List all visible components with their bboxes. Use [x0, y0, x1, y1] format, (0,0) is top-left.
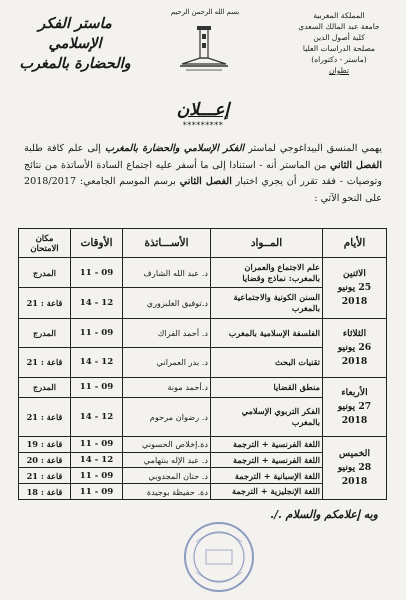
day-cell — [323, 318, 387, 377]
location-cell: المدرج — [19, 318, 71, 348]
program-line: ماستر الفكر الإسلامي — [38, 15, 112, 52]
professor-cell: د. بدر العمراني — [123, 348, 211, 378]
professor-cell: د. أحمد الفراك — [123, 318, 211, 348]
location-cell: قاعة : 19 — [19, 436, 71, 452]
header-line: المملكة المغربية — [313, 11, 365, 20]
header-professors: الأســـاتذة — [123, 229, 211, 258]
subject-cell: اللغة الفرنسية + الترجمة — [211, 452, 323, 468]
intro-text: من الماستر أنه - استنادا إلى ما أسفر عليه اجتماع السادة الأساتذة من نتائج وتوصيات - فقد تقرر أن يجري اختبار — [24, 159, 382, 188]
day-name: الاثنين — [343, 267, 366, 279]
professor-cell: د. رضوان مرحوم — [123, 397, 211, 436]
time-cell: 09 - 11 — [71, 318, 123, 348]
subject-cell: اللغة الإنجليزية + الترجمة — [211, 484, 323, 500]
day-cell — [323, 377, 387, 436]
subject-cell: علم الاجتماع والعمران بالمغرب: نماذج وقضايا — [211, 258, 323, 288]
official-round-stamp — [182, 520, 256, 594]
table-row — [19, 436, 387, 452]
day-cell — [323, 258, 387, 319]
title-divider: ********* — [182, 121, 224, 130]
header-line: كلية أصول الدين — [313, 33, 365, 42]
time-cell: 12 - 14 — [71, 348, 123, 378]
subject-cell: الفكر التربوي الإسلامي بالمغرب — [211, 397, 323, 436]
intro-text: يهمي المنسق البيداغوجي لماستر — [244, 143, 383, 154]
subject-cell: اللغة الفرنسية + الترجمة — [211, 436, 323, 452]
header-times: الأوقات — [71, 229, 123, 258]
location-cell: قاعة : 21 — [19, 468, 71, 484]
time-cell: 12 - 14 — [71, 397, 123, 436]
day-date: 28 يونيو 2018 — [337, 461, 372, 487]
time-cell: 09 - 11 — [71, 258, 123, 288]
professor-cell: د.أحمد مونة — [123, 377, 211, 397]
subject-cell: السنن الكونية والاجتماعية بالمغرب — [211, 288, 323, 318]
day-name: الأربعاء — [341, 386, 368, 398]
day-date: 27 يونيو 2018 — [337, 400, 372, 426]
intro-paragraph — [24, 141, 382, 207]
intro-text: إلى علم كافة طلبة — [24, 143, 105, 154]
header-line: جامعة عبد المالك السعدي — [298, 22, 380, 31]
location-cell: قاعة : 20 — [19, 452, 71, 468]
location-cell: المدرج — [19, 377, 71, 397]
time-cell: 09 - 11 — [71, 377, 123, 397]
time-cell: 12 - 14 — [71, 452, 123, 468]
institution-header — [280, 10, 398, 76]
day-date: 25 يونيو 2018 — [337, 281, 372, 307]
header-subjects: المــواد — [211, 229, 323, 258]
professor-cell: د.توفيق الغلبزوري — [123, 288, 211, 318]
day-date: 26 يونيو 2018 — [337, 341, 372, 367]
intro-text: برسم الموسم الجامعي: 2018/2017 على النحو الآتي : — [24, 176, 382, 204]
subject-cell: تقنيات البحث — [211, 348, 323, 378]
program-name — [10, 14, 140, 74]
subject-cell: اللغة الإسبانية + الترجمة — [211, 468, 323, 484]
basmala: بسم الله الرحمن الرحيم — [170, 8, 240, 16]
table-row — [19, 258, 387, 288]
professor-cell: د. عبد الله الشارف — [123, 258, 211, 288]
table-row — [19, 318, 387, 348]
location-cell: قاعة : 21 — [19, 397, 71, 436]
day-name: الثلاثاء — [342, 327, 367, 339]
time-cell: 09 - 11 — [71, 436, 123, 452]
day-name: الخميس — [338, 447, 371, 459]
header-days: الأيام — [323, 229, 387, 258]
professor-cell: د. حنان المجدوبي — [123, 468, 211, 484]
time-cell: 09 - 11 — [71, 468, 123, 484]
location-cell: المدرج — [19, 258, 71, 288]
location-cell: قاعة : 18 — [19, 484, 71, 500]
time-cell: 09 - 11 — [71, 484, 123, 500]
time-cell: 12 - 14 — [71, 288, 123, 318]
header-line: مصلحة الدراسات العليا — [302, 44, 376, 53]
day-cell — [323, 436, 387, 499]
closing-line: وبه إعلامكم والسلام ./. — [270, 508, 378, 521]
header-line: (ماستر - دكتوراه) — [311, 55, 367, 64]
table-row — [19, 377, 387, 397]
table-header-row — [19, 229, 387, 258]
header-location: مكان الامتحان — [19, 229, 71, 258]
university-tower-logo — [176, 24, 232, 72]
location-cell: قاعة : 21 — [19, 288, 71, 318]
subject-cell: منطق القضايا — [211, 377, 323, 397]
header-line: تطوان — [329, 66, 349, 75]
subject-cell: الفلسفة الإسلامية بالمغرب — [211, 318, 323, 348]
page-title: إعـــلان — [176, 100, 230, 120]
intro-program: الفكر الإسلامي والحضارة بالمغرب — [104, 143, 245, 154]
exam-schedule-table — [18, 228, 387, 500]
intro-semester: الفصل الثاني — [330, 159, 382, 171]
program-line: والحضارة بالمغرب — [19, 55, 131, 72]
professor-cell: دة. حفيظة بوجيدة — [123, 484, 211, 500]
location-cell: قاعة : 21 — [19, 348, 71, 378]
professor-cell: د. عبد الإله بنتهامي — [123, 452, 211, 468]
intro-semester: الفصل الثاني — [179, 176, 232, 188]
professor-cell: دة.إخلاص الحسوني — [123, 436, 211, 452]
